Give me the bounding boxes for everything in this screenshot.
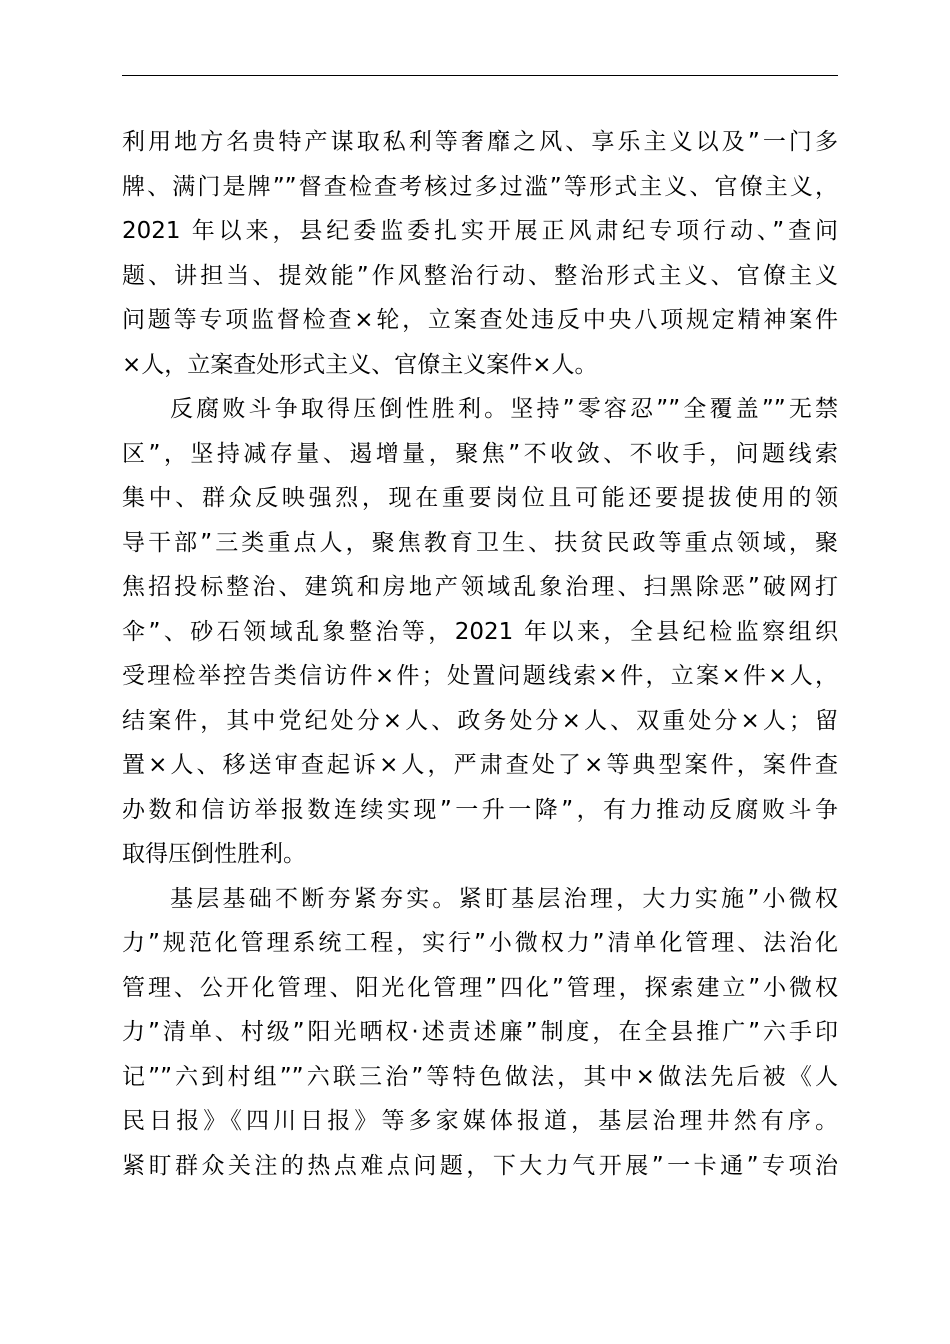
- text-line: 区”，坚持减存量、遏增量，聚焦”不收敛、不收手，问题线索: [122, 440, 838, 467]
- text-line: ×人，立案查处形式主义、官僚主义案件×人。: [122, 351, 598, 378]
- text-line: 记””六到村组””六联三治”等特色做法，其中×做法先后被《人: [122, 1063, 838, 1090]
- text-line: 题、讲担当、提效能”作风整治行动、整治形式主义、官僚主义: [122, 262, 838, 289]
- paragraph-first-line: 基层基础不断夯紧夯实。紧盯基层治理，大力实施”小微权: [170, 885, 838, 912]
- text-line: 问题等专项监督检查×轮，立案查处违反中央八项规定精神案件: [122, 307, 838, 333]
- header-rule: [122, 75, 838, 76]
- text-line: 取得压倒性胜利。: [122, 841, 306, 867]
- paragraph-first-line: 反腐败斗争取得压倒性胜利。坚持”零容忍””全覆盖””无禁: [170, 396, 838, 422]
- text-line: 力”清单、村级”阳光晒权·述责述廉”制度，在全县推广”六手印: [122, 1019, 838, 1045]
- text-line: 民日报》《四川日报》等多家媒体报道，基层治理井然有序。: [122, 1108, 838, 1134]
- text-line: 伞”、砂石领域乱象整治等，2021 年以来，全县纪检监察组织: [122, 618, 838, 645]
- text-line: 置×人、移送审查起诉×人，严肃查处了×等典型案件，案件查: [122, 752, 838, 778]
- text-line: 集中、群众反映强烈，现在重要岗位且可能还要提拔使用的领: [122, 485, 838, 511]
- text-line: 受理检举控告类信访件×件；处置问题线索×件，立案×件×人，: [122, 663, 838, 689]
- text-line: 办数和信访举报数连续实现”一升一降”，有力推动反腐败斗争: [122, 796, 838, 823]
- text-line: 结案件，其中党纪处分×人、政务处分×人、双重处分×人；留: [122, 707, 838, 734]
- text-line: 牌、满门是牌””督查检查考核过多过滥”等形式主义、官僚主义，: [122, 173, 838, 200]
- text-line: 力”规范化管理系统工程，实行”小微权力”清单化管理、法治化: [122, 930, 838, 956]
- text-line: 导干部”三类重点人，聚焦教育卫生、扶贫民政等重点领域，聚: [122, 529, 838, 556]
- body-text: [122, 120, 838, 1188]
- text-line: 焦招投标整治、建筑和房地产领域乱象治理、扫黑除恶”破网打: [122, 574, 838, 600]
- text-line: 紧盯群众关注的热点难点问题，下大力气开展”一卡通”专项治: [122, 1152, 838, 1179]
- text-line: 利用地方名贵特产谋取私利等奢靡之风、享乐主义以及”一门多: [122, 129, 838, 155]
- text-line: 2021 年以来，县纪委监委扎实开展正风肃纪专项行动、”查问: [122, 218, 838, 244]
- text-line: 管理、公开化管理、阳光化管理”四化”管理，探索建立”小微权: [122, 974, 838, 1001]
